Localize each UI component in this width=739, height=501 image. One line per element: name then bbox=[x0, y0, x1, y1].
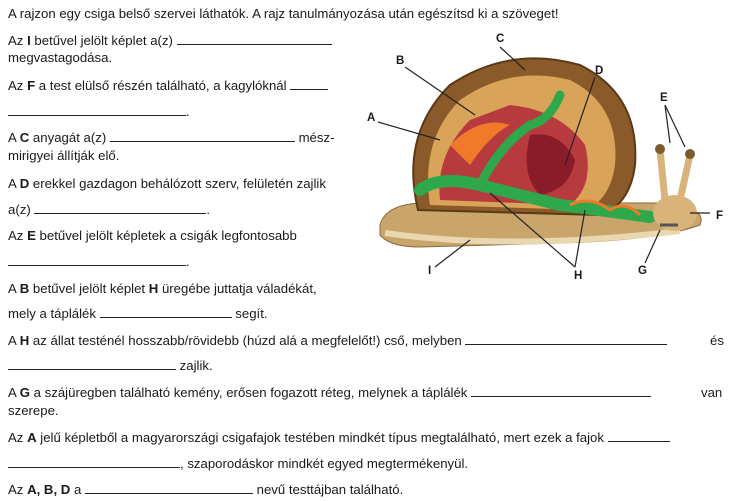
diagram-label-H: H bbox=[574, 270, 583, 282]
tentacle-left bbox=[660, 150, 665, 200]
text: Az bbox=[8, 228, 28, 243]
question-10 bbox=[8, 482, 403, 498]
answer-blank-9b[interactable] bbox=[8, 456, 180, 468]
text: A bbox=[8, 176, 20, 191]
text: jelű képletből a magyarországi csigafajok testében mindkét típus megtalálható, mert ezek a fajok bbox=[36, 430, 608, 445]
diagram-label-B: B bbox=[396, 55, 405, 67]
question-5-line-2 bbox=[8, 254, 190, 270]
text: . bbox=[186, 254, 190, 269]
text: Az bbox=[8, 78, 28, 93]
answer-blank-5[interactable] bbox=[8, 254, 186, 266]
question-6-line-1 bbox=[8, 281, 317, 297]
answer-blank-9a[interactable] bbox=[608, 430, 670, 442]
diagram-label-G: G bbox=[638, 265, 647, 277]
question-4-line-2 bbox=[8, 202, 210, 218]
text: mész- bbox=[294, 130, 335, 145]
answer-blank-3[interactable] bbox=[110, 130, 295, 142]
text: , szaporodáskor mindkét egyed megtermékenyül. bbox=[180, 456, 469, 471]
label-ref: G bbox=[19, 385, 30, 400]
label-ref: D bbox=[19, 176, 30, 191]
text: . bbox=[206, 202, 211, 217]
tentacle-right bbox=[680, 155, 690, 200]
text: mely a táplálék bbox=[8, 306, 100, 321]
text: A bbox=[8, 385, 20, 400]
question-7-line-2 bbox=[8, 358, 213, 374]
question-7-line-1 bbox=[8, 333, 667, 349]
label-ref: I bbox=[27, 33, 31, 48]
text: betűvel jelölt képlet a(z) bbox=[30, 33, 177, 48]
question-7-and: és bbox=[710, 333, 724, 348]
question-9-line-1 bbox=[8, 430, 670, 446]
question-6-line-2 bbox=[8, 306, 268, 322]
text: betűvel jelölt képlet bbox=[29, 281, 149, 296]
text: A bbox=[8, 130, 20, 145]
diagram-label-D: D bbox=[595, 65, 604, 77]
diagram-label-F: F bbox=[716, 210, 724, 222]
text: üregébe juttatja váladékát, bbox=[158, 281, 317, 296]
text: a(z) bbox=[8, 202, 35, 217]
answer-blank-6[interactable] bbox=[100, 306, 232, 318]
label-ref: A, B, D bbox=[27, 482, 71, 497]
answer-blank-1[interactable] bbox=[177, 33, 332, 45]
question-2-line-2: . bbox=[8, 104, 190, 120]
text: a bbox=[70, 482, 85, 497]
diagram-label-C: C bbox=[496, 33, 505, 45]
answer-blank-10[interactable] bbox=[85, 482, 253, 494]
diagram-label-A: A bbox=[367, 112, 376, 124]
text: Az bbox=[8, 482, 28, 497]
label-ref: F bbox=[27, 78, 36, 93]
snail-anatomy-illustration bbox=[360, 25, 730, 285]
question-8-line-2: szerepe. bbox=[8, 403, 59, 418]
diagram-label-I: I bbox=[428, 265, 432, 277]
eye-right bbox=[685, 149, 695, 159]
question-1-line-1 bbox=[8, 33, 332, 49]
text: erekkel gazdagon behálózott szerv, felületén zajlik bbox=[29, 176, 326, 191]
text: anyagát a(z) bbox=[29, 130, 110, 145]
eye-left bbox=[655, 144, 665, 154]
label-ref: C bbox=[19, 130, 30, 145]
text: a szájüregben található kemény, erősen fogazott réteg, melynek a táplálék bbox=[30, 385, 472, 400]
diagram-label-E: E bbox=[660, 92, 668, 104]
text: zajlik. bbox=[176, 358, 213, 373]
text: betűvel jelölt képletek a csigák legfontosabb bbox=[35, 228, 297, 243]
answer-blank-2a[interactable] bbox=[290, 78, 328, 90]
question-8-line-1 bbox=[8, 385, 651, 401]
label-ref: B bbox=[19, 281, 30, 296]
question-4-line-1 bbox=[8, 176, 326, 192]
question-1-line-2: megvastagodása. bbox=[8, 50, 113, 65]
text: A bbox=[8, 333, 20, 348]
text: A bbox=[8, 281, 20, 296]
text: Az bbox=[8, 430, 28, 445]
label-ref: A bbox=[27, 430, 37, 445]
label-ref: H bbox=[19, 333, 30, 348]
question-3-line-2: mirigyei állítják elő. bbox=[8, 148, 120, 163]
answer-blank-7a[interactable] bbox=[465, 333, 667, 345]
text: a test elülső részén található, a kagylóknál bbox=[35, 78, 291, 93]
text: nevű testtájban található. bbox=[252, 482, 404, 497]
label-ref: H bbox=[148, 281, 159, 296]
text: segít. bbox=[231, 306, 268, 321]
question-5-line-1 bbox=[8, 228, 297, 244]
label-ref: E bbox=[27, 228, 36, 243]
question-8-van: van bbox=[701, 385, 723, 400]
instruction-title: A rajzon egy csiga belső szervei láthatók. A rajz tanulmányozása után egészítsd ki a szöveget! bbox=[8, 6, 559, 21]
text: az állat testénél hosszabb/rövidebb (húzd alá a megfelelőt!) cső, melyben bbox=[29, 333, 466, 348]
answer-blank-4[interactable] bbox=[34, 202, 206, 214]
text: Az bbox=[8, 33, 28, 48]
question-2-line-1 bbox=[8, 78, 328, 94]
answer-blank-2b[interactable] bbox=[8, 104, 186, 116]
answer-blank-7b[interactable] bbox=[8, 358, 176, 370]
question-3-line-1 bbox=[8, 130, 334, 146]
question-9-line-2 bbox=[8, 456, 468, 472]
answer-blank-8[interactable] bbox=[471, 385, 651, 397]
